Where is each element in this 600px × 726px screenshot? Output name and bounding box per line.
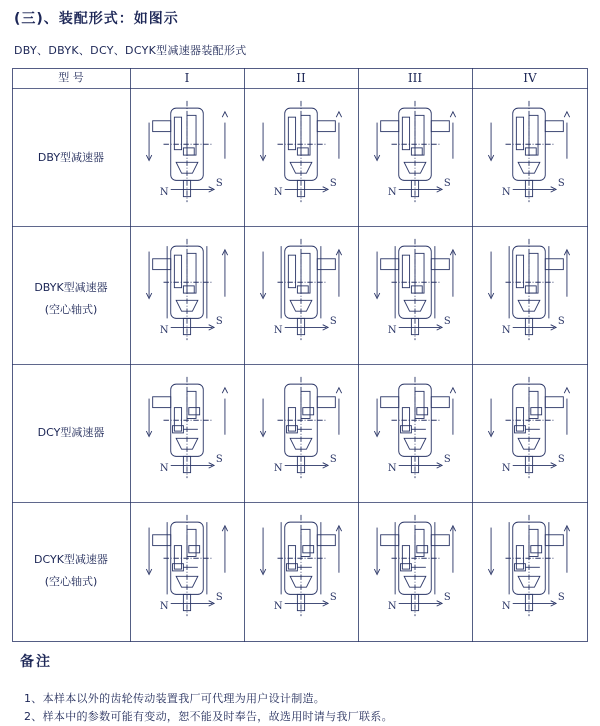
diagram-label-s: S [215,591,223,603]
assembly-diagram [473,365,589,501]
assembly-diagram [131,227,247,363]
diagram-label-n: N [501,324,511,336]
diagram-label-n: N [159,324,169,336]
diagram-label-s: S [557,453,565,465]
diagram-label-s: S [443,453,451,465]
diagram-label-n: N [387,600,397,612]
assembly-diagram [245,365,361,501]
assembly-diagram [473,89,589,225]
diagram-label-n: N [501,462,511,474]
diagram-label-s: S [215,177,223,189]
diagram-label-s: S [557,591,565,603]
row-label-dbyk-note: (空心轴式) [44,303,98,316]
assembly-diagram [359,503,475,639]
subtitle: DBY、DBYK、DCY、DCYK型减速器装配形式 [14,44,247,57]
header-col-2: II [296,71,306,85]
assembly-table [12,68,588,642]
section-title: (三)、装配形式：如图示 [14,11,179,27]
diagram-label-s: S [557,315,565,327]
row-label-dbyk: DBYK型减速器 [34,281,108,294]
header-model: 型 号 [58,71,84,84]
diagram-label-n: N [387,186,397,198]
diagram-label-n: N [387,462,397,474]
diagram-label-n: N [387,324,397,336]
notes-title: 备注 [20,654,52,670]
diagram-label-s: S [329,315,337,327]
diagram-label-n: N [159,186,169,198]
assembly-diagram [359,89,475,225]
diagram-label-s: S [557,177,565,189]
note-2: 2、样本中的参数可能有变动，恕不能及时奉告，故选用时请与我厂联系。 [24,710,393,723]
assembly-diagram [245,227,361,363]
assembly-diagram [473,503,589,639]
header-col-1: I [184,71,190,85]
header-col-3: III [407,71,423,85]
assembly-diagram [131,89,247,225]
diagram-label-s: S [215,453,223,465]
diagram-label-n: N [273,600,283,612]
row-label-dby: DBY型减速器 [37,151,105,164]
row-label-dcyk: DCYK型减速器 [34,553,108,566]
assembly-diagram [131,365,247,501]
diagram-label-n: N [273,462,283,474]
diagram-label-n: N [273,324,283,336]
diagram-label-n: N [159,600,169,612]
diagram-label-s: S [443,591,451,603]
diagram-label-s: S [329,177,337,189]
note-1: 1、本样本以外的齿轮传动装置我厂可代理为用户设计制造。 [24,692,326,705]
diagram-label-n: N [501,186,511,198]
assembly-diagram [245,89,361,225]
assembly-diagram [131,503,247,639]
diagram-label-s: S [329,453,337,465]
diagram-label-s: S [443,315,451,327]
diagram-label-s: S [329,591,337,603]
diagram-label-n: N [501,600,511,612]
assembly-diagram [359,227,475,363]
diagram-label-s: S [443,177,451,189]
diagram-label-n: N [273,186,283,198]
assembly-diagram [359,365,475,501]
diagram-label-s: S [215,315,223,327]
header-col-4: IV [523,71,537,85]
assembly-diagram [245,503,361,639]
assembly-diagram [473,227,589,363]
row-label-dcyk-note: (空心轴式) [44,575,98,588]
row-label-dcy: DCY型减速器 [37,426,105,439]
diagram-label-n: N [159,462,169,474]
